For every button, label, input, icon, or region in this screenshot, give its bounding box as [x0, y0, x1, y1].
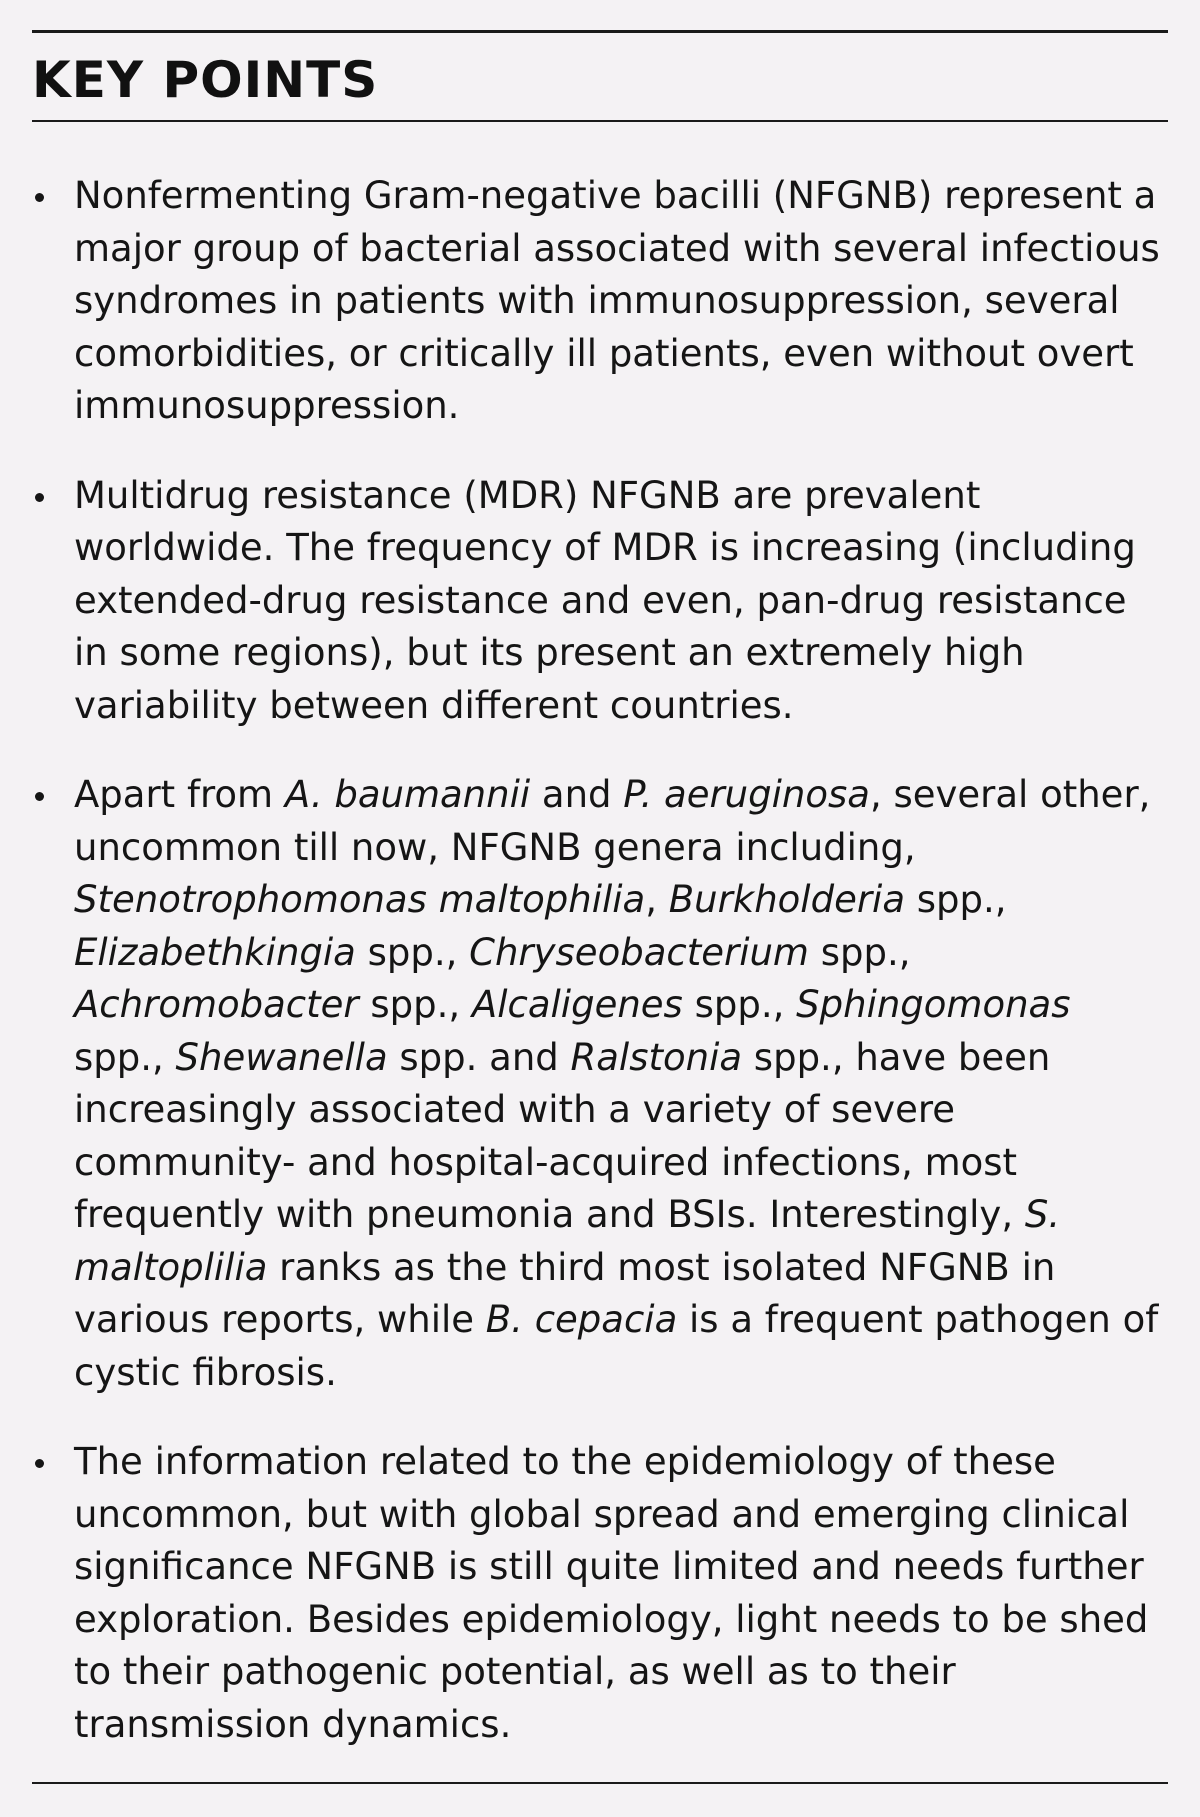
text-run: spp.,	[682, 983, 797, 1026]
text-run: spp., have been increasingly associated with a variety of severe community- and hospital-acquired infections, most frequently with pneumonia and BSIs. Interestingly,	[74, 1035, 1051, 1236]
key-point-text	[74, 474, 1136, 727]
key-point-item	[32, 170, 1168, 433]
text-run: spp.,	[355, 930, 470, 974]
key-point-text	[74, 174, 1160, 427]
key-point-item	[32, 769, 1168, 1399]
text-run: Multidrug resistance (MDR) NFGNB are prevalent worldwide. The frequency of MDR is increasing (including extended-drug resistance and even, pan-drug resistance in some regions), but its present an extremely high variability between different countries.	[74, 473, 1136, 727]
species-name: Ralstonia	[570, 1035, 743, 1079]
species-name: P. aeruginosa	[623, 773, 870, 816]
species-name: S. maltoplilia	[74, 1193, 1061, 1289]
species-name: Chryseobacterium	[469, 930, 809, 974]
species-name: B. cepacia	[485, 1298, 678, 1341]
text-run: is a frequent pathogen of cystic fibrosis.	[74, 1298, 1159, 1394]
text-run: and	[530, 773, 624, 816]
top-rule	[32, 30, 1168, 33]
text-run: , several other, uncommon till now, NFGNB genera including,	[74, 773, 1151, 869]
species-name: Alcaligenes	[471, 983, 683, 1026]
key-points-panel	[32, 0, 1168, 1817]
text-run: Apart from	[74, 773, 285, 816]
bullet-icon	[35, 193, 44, 202]
text-run: ranks as the third most isolated NFGNB in various reports, while	[74, 1245, 1056, 1341]
species-name: Stenotrophomonas maltophilia	[74, 878, 646, 921]
text-run: spp.,	[74, 1035, 176, 1079]
key-point-item	[32, 1436, 1168, 1751]
text-run: spp.,	[808, 930, 911, 974]
key-point-item	[32, 470, 1168, 733]
species-name: Shewanella	[175, 1035, 388, 1079]
text-run: spp.,	[358, 983, 472, 1026]
species-name: Sphingomonas	[796, 983, 1071, 1026]
text-run: The information related to the epidemiology of these uncommon, but with global spread and emerging clinical significance NFGNB is still quite limited and needs further exploration. Besides epidemiology, light needs to be shed to their pathogenic potential, as well as to their transmission dynamics.	[74, 1440, 1149, 1746]
species-name: Elizabethkingia	[74, 930, 356, 974]
bottom-rule	[32, 1782, 1168, 1784]
key-point-text	[74, 1440, 1148, 1746]
text-run: Nonfermenting Gram-negative bacilli (NFGNB) represent a major group of bacterial associated with several infectious syndromes in patients with immunosuppression, several comorbidities, or critically ill patients, even without overt immunosuppression.	[74, 174, 1160, 427]
bullet-icon	[35, 792, 44, 801]
key-point-text	[74, 773, 1158, 1394]
panel-heading: KEY POINTS	[32, 51, 379, 109]
text-run: ,	[645, 878, 669, 921]
heading-rule	[32, 120, 1168, 122]
text-run: spp.,	[905, 878, 1007, 921]
bullet-icon	[35, 493, 44, 502]
key-points-list	[32, 170, 1168, 1788]
species-name: Achromobacter	[74, 983, 359, 1026]
species-name: A. baumannii	[284, 773, 531, 816]
text-run: spp. and	[387, 1035, 571, 1079]
species-name: Burkholderia	[668, 878, 906, 921]
bullet-icon	[35, 1459, 44, 1468]
